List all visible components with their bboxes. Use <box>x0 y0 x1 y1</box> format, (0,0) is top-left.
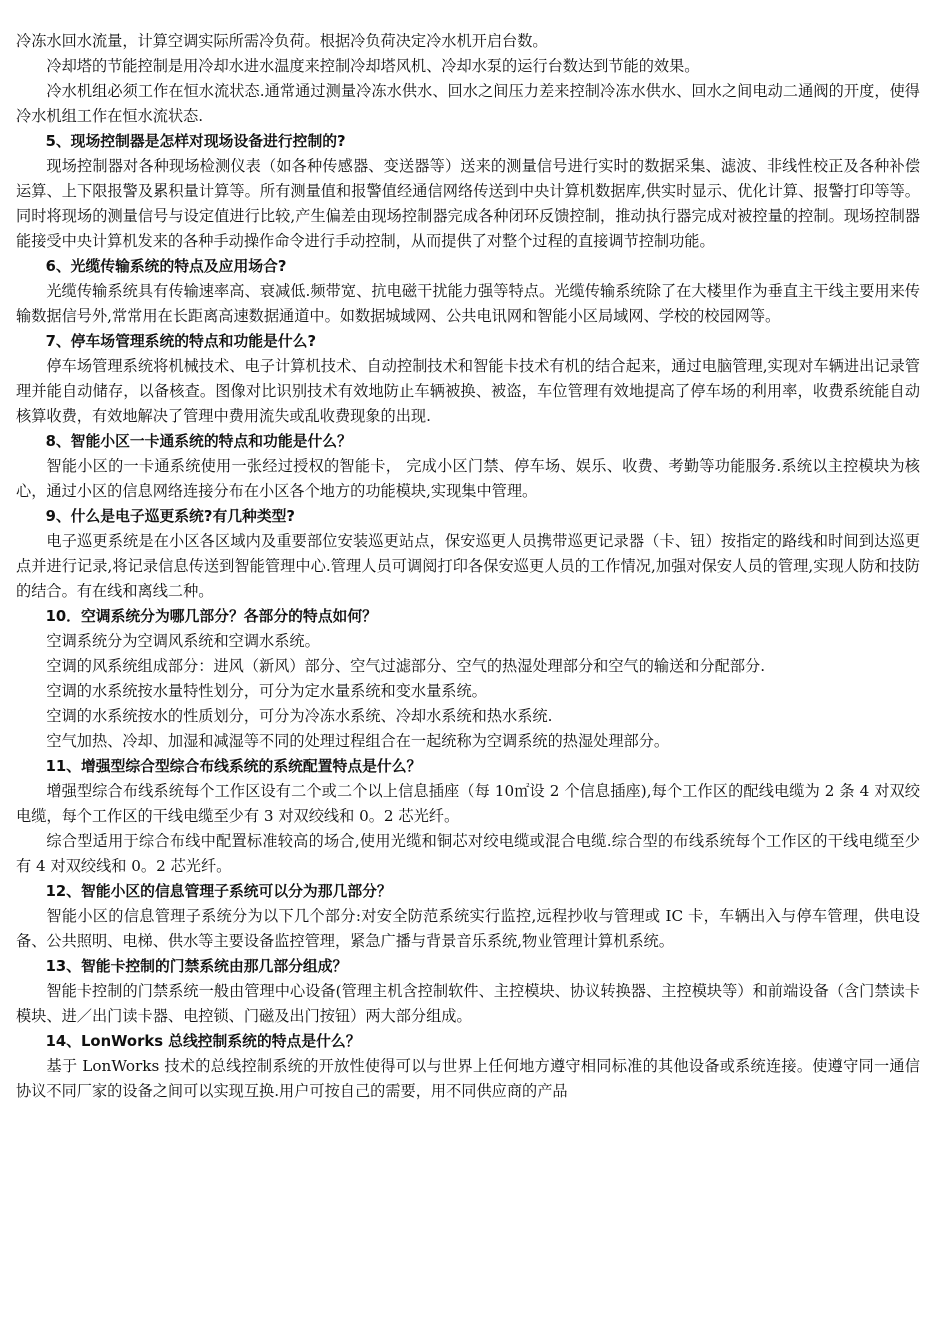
section-heading-10: 10．空调系统分为哪几部分？各部分的特点如何？ <box>45 608 377 625</box>
section-heading-7: 7、停车场管理系统的特点和功能是什么? <box>45 333 317 350</box>
section-12-paragraph: 智能小区的信息管理子系统分为以下几个部分:对安全防范系统实行监控,远程抄收与管理或 IC 卡，车辆出入与停车管理，供电设备、公共照明、电梯、供水等主要设备监控管理，紧急广播与背景音乐系统,物业管理计算机系统。 <box>16 907 920 950</box>
section-11-paragraph-2: 综合型适用于综合布线中配置标准较高的场合,使用光缆和铜芯对绞电缆或混合电缆.综合型的布线系统每个工作区的干线电缆至少有 4 对双绞线和 0。2 芯光纤。 <box>16 832 920 875</box>
section-10-paragraph-2: 空调的风系统组成部分：进风（新风）部分、空气过滤部分、空气的热湿处理部分和空气的输送和分配部分. <box>46 657 766 675</box>
section-9-paragraph: 电子巡更系统是在小区各区域内及重要部位安装巡更站点，保安巡更人员携带巡更记录器（卡、钮）按指定的路线和时间到达巡更点并进行记录,将记录信息传送到智能管理中心.管理人员可调阅打印各保安巡更人员的工作情况,加强对保安人员的管理,实现人防和技防的结合。有在线和离线二种。 <box>16 532 920 600</box>
section-5-paragraph: 现场控制器对各种现场检测仪表（如各种传感器、变送器等）送来的测量信号进行实时的数据采集、滤波、非线性校正及各种补偿运算、上下限报警及累积量计算等。所有测量值和报警值经通信网络传送到中央计算机数据库,供实时显示、优化计算、报警打印等等。同时将现场的测量信号与设定值进行比较,产生偏差由现场控制器完成各种闭环反馈控制，推动执行器完成对被控量的控制。现场控制器能接受中央计算机发来的各种手动操作命令进行手动控制，从而提供了对整个过程的直接调节控制功能。 <box>16 157 920 250</box>
section-heading-9: 9、什么是电子巡更系统?有几种类型? <box>45 508 296 525</box>
section-8-paragraph: 智能小区的一卡通系统使用一张经过授权的智能卡， 完成小区门禁、停车场、娱乐、收费、考勤等功能服务.系统以主控模块为核心，通过小区的信息网络连接分布在小区各个地方的功能模块,实现集中管理。 <box>16 457 920 500</box>
section-11-paragraph-1: 增强型综合布线系统每个工作区设有二个或二个以上信息插座（每 10㎡设 2 个信息插座),每个工作区的配线电缆为 2 条 4 对双绞电缆，每个工作区的干线电缆至少有 3 对双绞线和 0。2 芯光纤。 <box>16 782 920 825</box>
section-13-paragraph: 智能卡控制的门禁系统一般由管理中心设备(管理主机含控制软件、主控模块、协议转换器、主控模块等）和前端设备（含门禁读卡模块、进／出门读卡器、电控锁、门磁及出门按钮）两大部分组成。 <box>16 982 920 1025</box>
section-6-paragraph: 光缆传输系统具有传输速率高、衰减低.频带宽、抗电磁干扰能力强等特点。光缆传输系统除了在大楼里作为垂直主干线主要用来传输数据信号外,常常用在长距离高速数据通道中。如数据城域网、公共电讯网和智能小区局域网、学校的校园网等。 <box>16 282 920 325</box>
section-heading-5: 5、现场控制器是怎样对现场设备进行控制的? <box>45 133 346 150</box>
section-heading-11: 11、增强型综合型综合布线系统的系统配置特点是什么？ <box>45 758 422 775</box>
section-10-paragraph-3: 空调的水系统按水量特性划分，可分为定水量系统和变水量系统。 <box>46 682 487 700</box>
section-10-paragraph-5: 空气加热、冷却、加湿和减湿等不同的处理过程组合在一起统称为空调系统的热湿处理部分。 <box>46 732 670 750</box>
intro-paragraph-2: 冷却塔的节能控制是用冷却水进水温度来控制冷却塔风机、冷却水泵的运行台数达到节能的效果。 <box>46 57 700 75</box>
section-heading-13: 13、智能卡控制的门禁系统由那几部分组成？ <box>45 958 348 975</box>
section-7-paragraph: 停车场管理系统将机械技术、电子计算机技术、自动控制技术和智能卡技术有机的结合起来，通过电脑管理,实现对车辆进出记录管理并能自动储存，以备核查。图像对比识别技术有效地防止车辆被换、被盗，车位管理有效地提高了停车场的利用率，收费系统能自动核算收费，有效地解决了管理中费用流失或乱收费现象的出现. <box>16 357 920 425</box>
intro-paragraph-3: 冷水机组必须工作在恒水流状态.通常通过测量冷冻水供水、回水之间压力差来控制冷冻水供水、回水之间电动二通阀的开度，使得冷水机组工作在恒水流状态. <box>16 82 920 125</box>
section-14-paragraph: 基于 LonWorks 技术的总线控制系统的开放性使得可以与世界上任何地方遵守相同标准的其他设备或系统连接。使遵守同一通信协议不同厂家的设备之间可以实现互换.用户可按自己的需要，用不同供应商的产品 <box>16 1057 920 1100</box>
section-10-paragraph-1: 空调系统分为空调风系统和空调水系统。 <box>46 632 320 650</box>
section-heading-14: 14、LonWorks 总线控制系统的特点是什么？ <box>45 1033 361 1050</box>
section-10-paragraph-4: 空调的水系统按水的性质划分，可分为冷冻水系统、冷却水系统和热水系统. <box>46 707 553 725</box>
document-page <box>16 29 920 1104</box>
section-heading-12: 12、智能小区的信息管理子系统可以分为那几部分？ <box>45 883 392 900</box>
section-heading-6: 6、光缆传输系统的特点及应用场合? <box>45 258 287 275</box>
section-heading-8: 8、智能小区一卡通系统的特点和功能是什么？ <box>45 433 352 450</box>
intro-paragraph-1: 冷冻水回水流量，计算空调实际所需冷负荷。根据冷负荷决定冷水机开启台数。 <box>16 32 548 50</box>
